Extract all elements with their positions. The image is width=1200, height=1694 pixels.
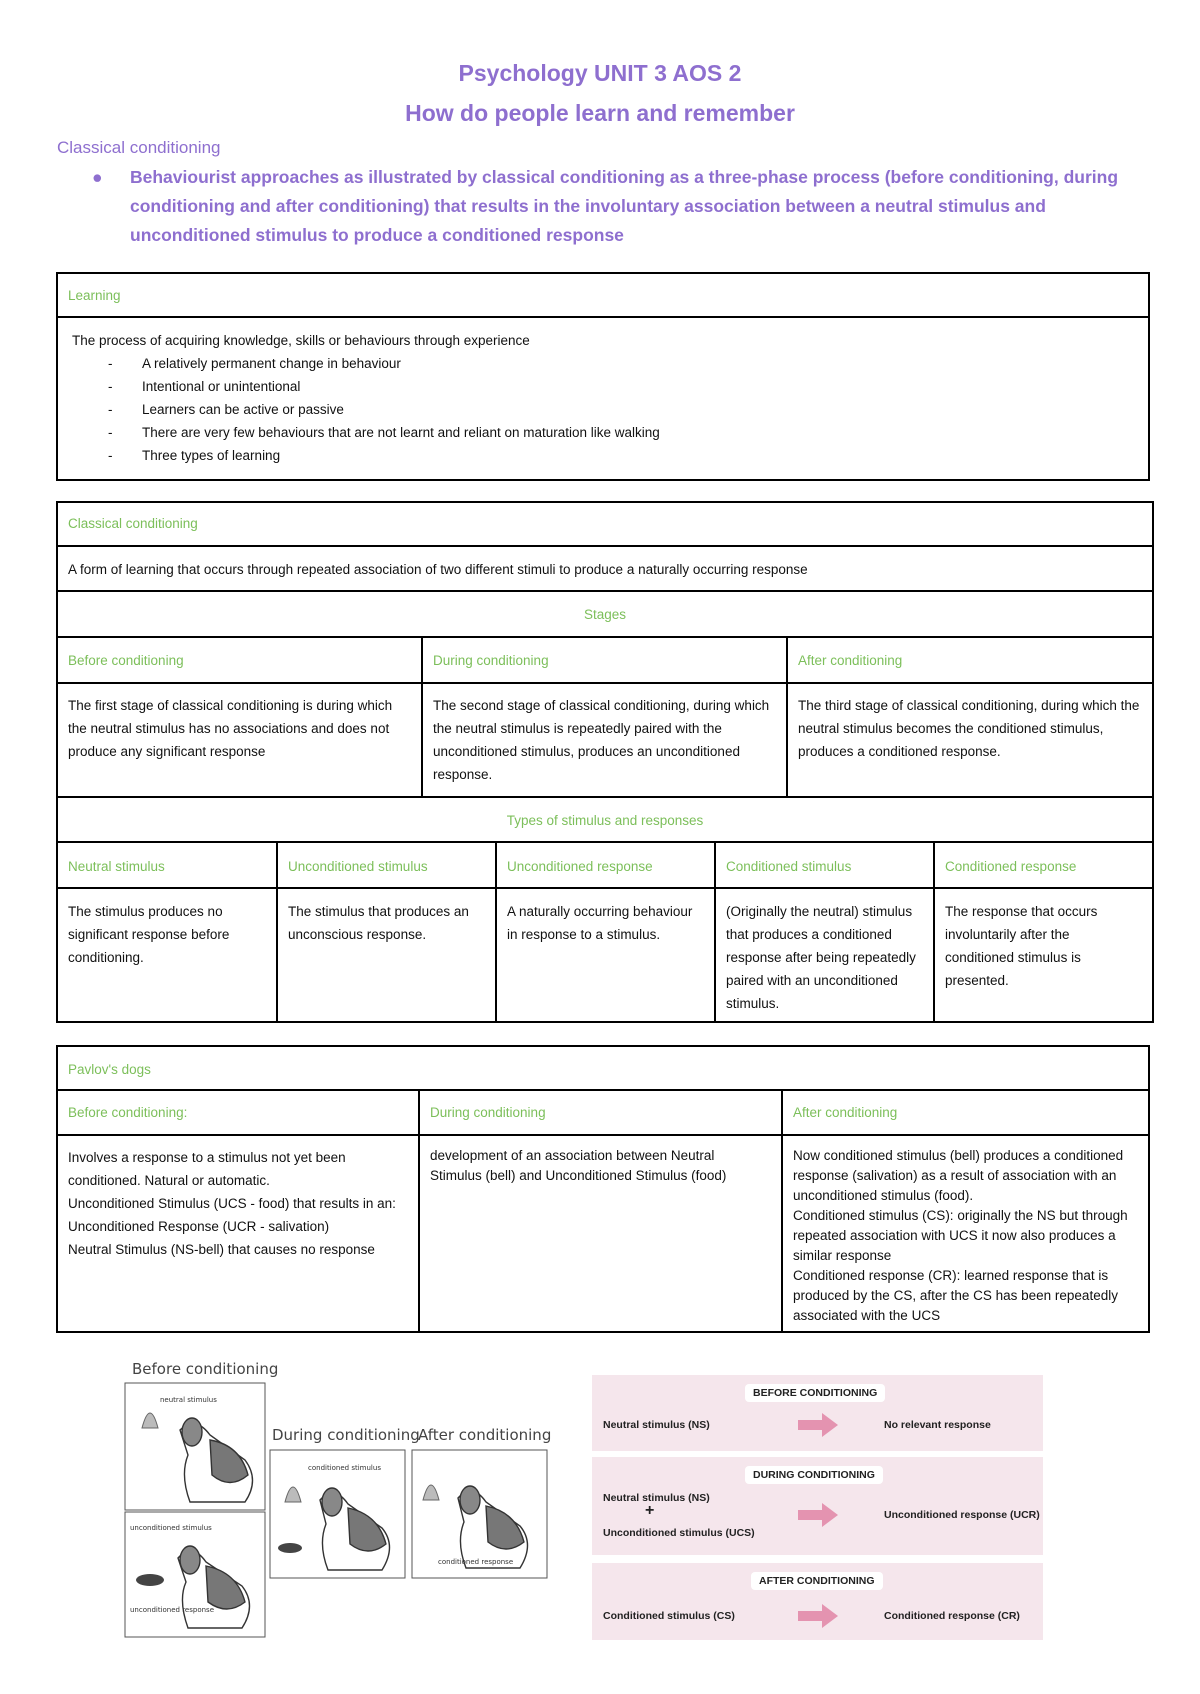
text-line: Unconditioned Stimulus (UCS - food) that results in an: bbox=[68, 1196, 396, 1211]
arrow-icon bbox=[798, 1604, 838, 1628]
label-conditioned-stimulus: conditioned stimulus bbox=[308, 1464, 381, 1472]
text-line: development of an association between Neutral Stimulus (bell) and Unconditioned Stimulus (food) bbox=[430, 1148, 727, 1183]
arrow-icon bbox=[798, 1413, 838, 1437]
dog-illustrations bbox=[120, 1380, 550, 1640]
learning-definition: The process of acquiring knowledge, skills or behaviours through experience bbox=[72, 333, 530, 348]
type-ucr-desc: A naturally occurring behaviour in response to a stimulus. bbox=[507, 904, 693, 942]
list-item: - Three types of learning bbox=[72, 444, 1132, 467]
divider bbox=[56, 887, 1154, 889]
type-ucs-desc: The stimulus that produces an unconscious response. bbox=[288, 904, 469, 942]
learning-content bbox=[62, 329, 1142, 467]
type-cs-heading: Conditioned stimulus bbox=[726, 859, 852, 874]
divider bbox=[56, 545, 1154, 547]
objective-bullet bbox=[92, 163, 1132, 250]
list-item: - A relatively permanent change in behaviour bbox=[72, 352, 1132, 375]
page-title: Psychology UNIT 3 AOS 2 bbox=[458, 60, 742, 86]
stage-during-desc: The second stage of classical conditioning, during which the neutral stimulus is repeatedly paired with the unconditioned stimulus, produces an unconditioned response. bbox=[433, 698, 770, 782]
caption-during: During conditioning bbox=[272, 1426, 420, 1444]
type-cs-desc: (Originally the neutral) stimulus that produces a conditioned response after being repeatedly paired with an unconditioned stimulus. bbox=[726, 904, 916, 1011]
stage-during-heading: During conditioning bbox=[433, 653, 549, 668]
type-ucs-heading: Unconditioned stimulus bbox=[288, 859, 428, 874]
type-ns-desc: The stimulus produces no significant response before conditioning. bbox=[68, 904, 230, 965]
pavlov-during-heading: During conditioning bbox=[430, 1105, 546, 1120]
divider bbox=[56, 636, 1154, 638]
stage-after-heading: After conditioning bbox=[798, 653, 903, 668]
panel-before-right: No relevant response bbox=[884, 1419, 991, 1431]
panel-during-left-1: Neutral stimulus (NS) bbox=[603, 1492, 710, 1504]
divider bbox=[56, 1134, 1150, 1136]
dog-icon bbox=[458, 1486, 528, 1568]
classical-definition: A form of learning that occurs through repeated association of two different stimuli to produce a naturally occurring response bbox=[68, 562, 808, 577]
stage-before-desc: The first stage of classical conditioning is during which the neutral stimulus has no associations and does not produce any significant response bbox=[68, 698, 393, 759]
caption-after: After conditioning bbox=[418, 1426, 552, 1444]
caption-before: Before conditioning bbox=[132, 1360, 279, 1378]
panel-after-title: AFTER CONDITIONING bbox=[751, 1572, 883, 1590]
text-line: Neutral Stimulus (NS-bell) that causes no response bbox=[68, 1242, 375, 1257]
label-neutral-stimulus: neutral stimulus bbox=[160, 1396, 217, 1404]
types-heading: Types of stimulus and responses bbox=[506, 813, 704, 828]
pavlov-before-desc bbox=[58, 1146, 416, 1261]
stage-before-heading: Before conditioning bbox=[68, 653, 184, 668]
divider bbox=[56, 590, 1154, 592]
divider bbox=[56, 1089, 1150, 1091]
divider bbox=[56, 841, 1154, 843]
text-line: Now conditioned stimulus (bell) produces a conditioned response (salivation) as a result of association with an unconditioned stimulus (food). bbox=[793, 1148, 1124, 1203]
plus-icon: + bbox=[645, 1502, 655, 1519]
panel-during-left-2: Unconditioned stimulus (UCS) bbox=[603, 1527, 755, 1539]
page-subtitle: How do people learn and remember bbox=[405, 100, 795, 126]
type-ucr-heading: Unconditioned response bbox=[507, 859, 653, 874]
panel-before-title: BEFORE CONDITIONING bbox=[745, 1384, 885, 1402]
panel-during-right: Unconditioned response (UCR) bbox=[884, 1509, 1040, 1521]
stages-heading: Stages bbox=[583, 607, 627, 622]
dog-icon bbox=[178, 1546, 250, 1628]
arrow-icon bbox=[798, 1503, 838, 1527]
type-cr-desc: The response that occurs involuntarily after the conditioned stimulus is presented. bbox=[945, 904, 1098, 988]
pavlov-during-desc bbox=[420, 1146, 778, 1186]
list-item: - Learners can be active or passive bbox=[72, 398, 1132, 421]
list-item: - There are very few behaviours that are not learnt and reliant on maturation like walking bbox=[72, 421, 1132, 444]
bullet-dot-icon: ● bbox=[92, 167, 103, 187]
learning-heading: Learning bbox=[68, 288, 121, 303]
pavlov-after-heading: After conditioning bbox=[793, 1105, 898, 1120]
dog-icon bbox=[320, 1488, 390, 1570]
panel-after-left: Conditioned stimulus (CS) bbox=[603, 1610, 735, 1622]
pavlov-heading: Pavlov's dogs bbox=[68, 1062, 151, 1077]
classical-heading: Classical conditioning bbox=[68, 516, 198, 531]
panel-before-left: Neutral stimulus (NS) bbox=[603, 1419, 710, 1431]
objective-text: Behaviourist approaches as illustrated by classical conditioning as a three-phase process (before conditioning, during conditioning and after conditioning) that results in the involuntary association between a neutral stimulus and unconditioned stimulus to produce a conditioned response bbox=[130, 167, 1119, 245]
divider bbox=[418, 1089, 420, 1333]
label-unconditioned-stimulus: unconditioned stimulus bbox=[130, 1524, 212, 1532]
learning-points bbox=[72, 352, 1132, 467]
text-line: Involves a response to a stimulus not yet been conditioned. Natural or automatic. bbox=[68, 1150, 346, 1188]
label-unconditioned-response: unconditioned response bbox=[130, 1606, 215, 1614]
pavlov-after-desc bbox=[783, 1146, 1148, 1326]
text-line: Conditioned response (CR): learned response that is produced by the CS, after the CS has been repeatedly associated with the UCS bbox=[793, 1268, 1118, 1323]
dog-icon bbox=[180, 1418, 253, 1502]
divider bbox=[56, 316, 1150, 318]
panel-during-title: DURING CONDITIONING bbox=[745, 1466, 883, 1484]
divider bbox=[56, 796, 1154, 798]
panel-after-right: Conditioned response (CR) bbox=[884, 1610, 1020, 1622]
type-cr-heading: Conditioned response bbox=[945, 859, 1077, 874]
list-item: - Intentional or unintentional bbox=[72, 375, 1132, 398]
pavlov-before-heading: Before conditioning: bbox=[68, 1105, 188, 1120]
divider bbox=[56, 682, 1154, 684]
text-line: Conditioned stimulus (CS): originally the NS but through repeated association with UCS it now also produces a similar response bbox=[793, 1208, 1128, 1263]
section-heading: Classical conditioning bbox=[57, 138, 221, 157]
label-conditioned-response: conditioned response bbox=[438, 1558, 514, 1566]
type-ns-heading: Neutral stimulus bbox=[68, 859, 165, 874]
stage-after-desc: The third stage of classical conditioning, during which the neutral stimulus becomes the conditioned stimulus, produces a conditioned response. bbox=[798, 698, 1140, 759]
text-line: Unconditioned Response (UCR - salivation) bbox=[68, 1219, 330, 1234]
